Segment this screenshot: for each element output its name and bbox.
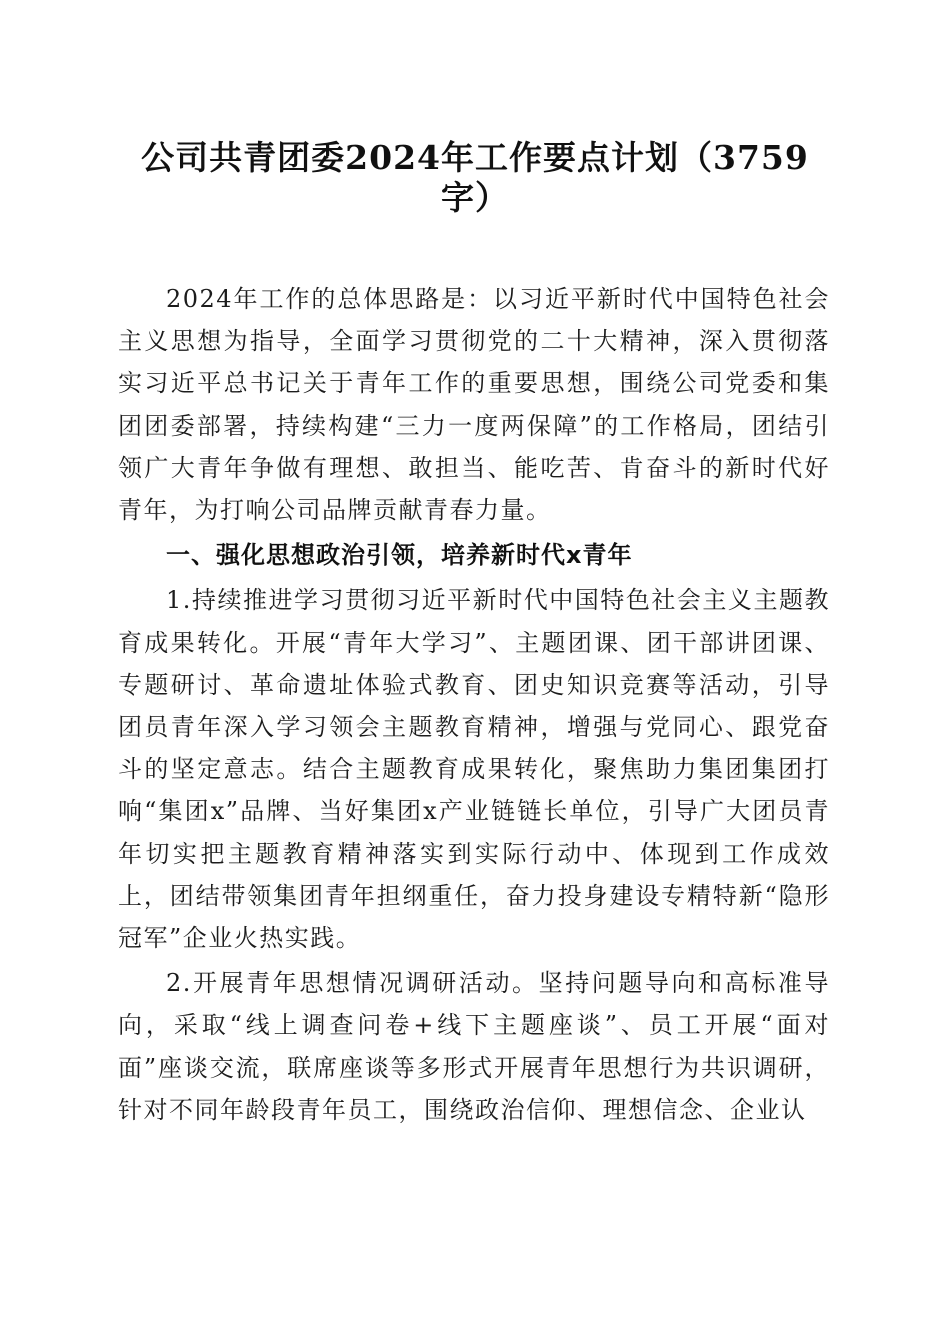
title-line-2: 字） (441, 178, 509, 217)
item-1-paragraph: 1.持续推进学习贯彻习近平新时代中国特色社会主义主题教育成果转化。开展“青年大学习”、主题团课、团干部讲团课、专题研讨、革命遗址体验式教育、团史知识竞赛等活动，引导团员青年深入学习领会主题教育精神，增强与党同心、跟党奋斗的坚定意志。结合主题教育成果转化，聚焦助力集团集团打响“集团x”品牌、当好集团x产业链链长单位，引导广大团员青年切实把主题教育精神落实到实际行动中、体现到工作成效上，团结带领集团青年担纲重任，奋力投身建设专精特新“隐形冠军”企业火热实践。 (118, 586, 830, 953)
section-heading: 一、强化思想政治引领，培养新时代x青年 (166, 541, 633, 570)
title-line-1: 公司共青团委2024年工作要点计划（3759 (141, 138, 809, 177)
document-body (118, 278, 830, 1131)
item-2-paragraph: 2.开展青年思想情况调研活动。坚持问题导向和高标准导向，采取“线上调查问卷+线下主题座谈”、员工开展“面对面”座谈交流，联席座谈等多形式开展青年思想行为共识调研，针对不同年龄段青年员工，围绕政治信仰、理想信念、企业认 (118, 969, 830, 1124)
intro-paragraph: 2024年工作的总体思路是：以习近平新时代中国特色社会主义思想为指导，全面学习贯彻党的二十大精神，深入贯彻落实习近平总书记关于青年工作的重要思想，围绕公司党委和集团团委部署，持续构建“三力一度两保障”的工作格局，团结引领广大青年争做有理想、敢担当、能吃苦、肯奋斗的新时代好青年，为打响公司品牌贡献青春力量。 (118, 285, 830, 525)
document-title (120, 138, 830, 218)
